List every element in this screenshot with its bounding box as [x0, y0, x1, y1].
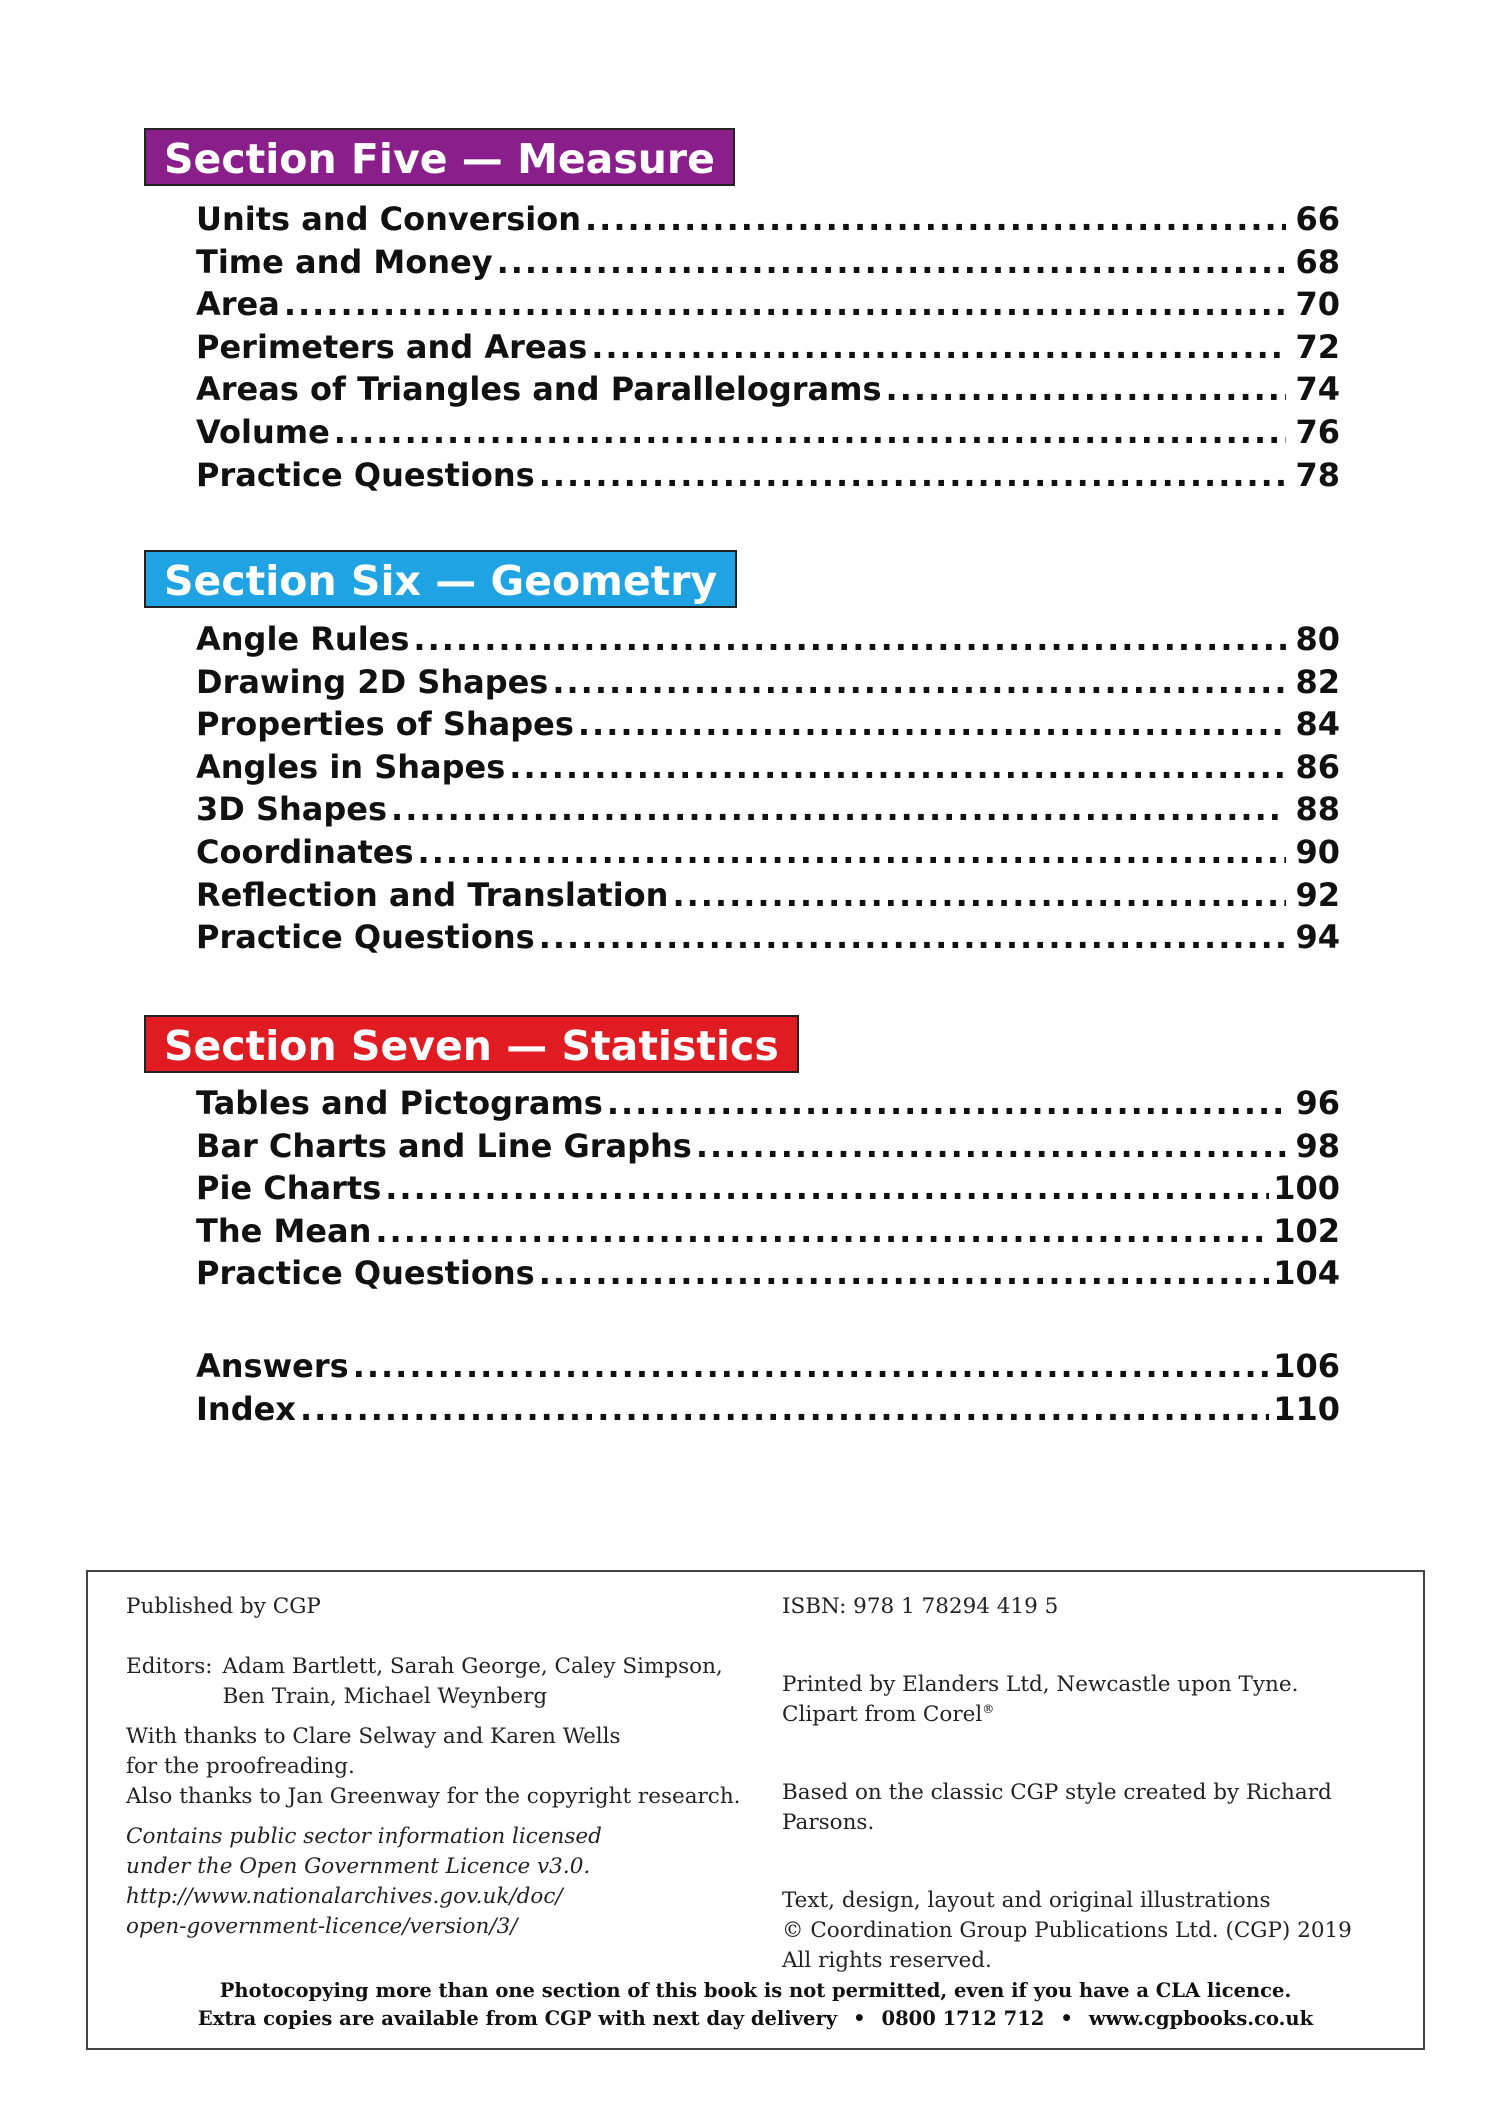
acknowledgements [126, 1722, 746, 1812]
toc-entry-label: Practice Questions [196, 455, 535, 494]
toc-entry-page: 100 [1273, 1169, 1340, 1208]
editors-line: Adam Bartlett, Sarah George, Caley Simpson, [222, 1654, 723, 1679]
toc-entry[interactable] [196, 411, 1340, 454]
dot-leader [375, 1210, 1269, 1253]
thanks-line: for the proofreading. [126, 1754, 355, 1779]
toc-entry-label: Perimeters and Areas [196, 327, 588, 366]
toc-list-end-matter [196, 1345, 1340, 1430]
dot-leader [585, 198, 1286, 241]
licence-line: Contains public sector information licensed [126, 1824, 602, 1849]
copyright-line: © Coordination Group Publications Ltd. (CGP) 2019 [782, 1918, 1352, 1943]
editors-label: Editors: [126, 1654, 213, 1679]
toc-entry-page: 110 [1273, 1389, 1340, 1428]
dot-leader [539, 916, 1286, 959]
toc-entry-label: Angles in Shapes [196, 747, 506, 786]
published-by: Published by CGP [126, 1594, 321, 1619]
toc-entry[interactable] [196, 831, 1340, 874]
toc-entry-page: 98 [1295, 1126, 1340, 1165]
toc-entry[interactable] [196, 1167, 1340, 1210]
website-link[interactable]: www.cgpbooks.co.uk [1088, 2007, 1314, 2030]
toc-entry-label: Properties of Shapes [196, 705, 574, 744]
toc-entry-page: 80 [1295, 620, 1340, 658]
toc-list-measure [196, 198, 1340, 496]
licence-notice [126, 1822, 746, 1942]
copyright-notice [782, 1886, 1412, 1976]
toc-entry[interactable] [196, 454, 1340, 497]
dot-leader [385, 1167, 1269, 1210]
toc-entry-page: 66 [1295, 200, 1340, 238]
dot-leader [418, 831, 1286, 874]
toc-entry-label: Index [196, 1389, 296, 1428]
toc-entry-label: Area [196, 285, 280, 324]
dot-leader [591, 326, 1286, 369]
toc-entry-page: 86 [1295, 747, 1340, 786]
photocopy-notice: Photocopying more than one section of this book is not permitted, even if you have a CLA licence. [219, 1979, 1292, 2002]
toc-entry-label: Drawing 2D Shapes [196, 662, 549, 701]
publication-info-right [782, 1592, 1412, 1976]
toc-entry[interactable] [196, 703, 1340, 746]
toc-entry-label: Coordinates [196, 832, 414, 871]
dot-leader [509, 746, 1286, 789]
toc-entry-page: 84 [1295, 705, 1340, 744]
printed-by: Printed by Elanders Ltd, Newcastle upon Tyne. [782, 1672, 1299, 1697]
section-header-measure: Section Five — Measure [144, 128, 735, 186]
toc-entry[interactable] [196, 788, 1340, 831]
toc-entry-page: 82 [1295, 662, 1340, 701]
toc-entry[interactable] [196, 241, 1340, 284]
toc-entry-page: 104 [1273, 1254, 1340, 1293]
publication-footer [88, 1977, 1423, 2033]
style-credit: Based on the classic CGP style created by Richard Parsons. [782, 1780, 1332, 1835]
toc-entry-label: Pie Charts [196, 1169, 382, 1208]
dot-leader [391, 788, 1286, 831]
section-header-statistics: Section Seven — Statistics [144, 1015, 799, 1073]
toc-entry-page: 106 [1273, 1347, 1340, 1385]
toc-entry-answers[interactable] [196, 1345, 1340, 1388]
toc-list-geometry [196, 618, 1340, 959]
dot-leader [696, 1125, 1286, 1168]
toc-entry-page: 68 [1295, 242, 1340, 281]
toc-entry[interactable] [196, 916, 1340, 959]
toc-entry-label: Practice Questions [196, 918, 535, 957]
toc-entry[interactable] [196, 1125, 1340, 1168]
toc-entry[interactable] [196, 874, 1340, 917]
extra-copies-text: Extra copies are available from CGP with next day delivery [197, 2007, 838, 2030]
toc-entry-label: The Mean [196, 1211, 372, 1250]
toc-entry-page: 74 [1295, 370, 1340, 409]
printer-info [782, 1670, 1412, 1730]
toc-entry-page: 92 [1295, 875, 1340, 914]
toc-entry[interactable] [196, 1252, 1340, 1295]
dot-leader [497, 241, 1286, 284]
toc-entry[interactable] [196, 661, 1340, 704]
toc-entry-label: Time and Money [196, 242, 493, 281]
dot-leader [552, 661, 1286, 704]
dot-leader [886, 368, 1286, 411]
licence-line: under the Open Government Licence v3.0. [126, 1854, 591, 1879]
toc-entry[interactable] [196, 1210, 1340, 1253]
order-info [88, 2005, 1423, 2033]
toc-entry-page: 96 [1295, 1084, 1340, 1122]
section-header-geometry: Section Six — Geometry [144, 550, 737, 608]
copyright-line: All rights reserved. [782, 1948, 992, 1973]
clipart-text: Clipart from Corel [782, 1702, 983, 1727]
dot-leader [300, 1388, 1269, 1431]
toc-entry[interactable] [196, 283, 1340, 326]
toc-entry-label: 3D Shapes [196, 790, 388, 829]
toc-entry-label: Units and Conversion [196, 200, 582, 238]
editors-line: Ben Train, Michael Weynberg [222, 1684, 548, 1709]
toc-entry[interactable] [196, 326, 1340, 369]
toc-entry-index[interactable] [196, 1388, 1340, 1431]
bullet-separator: • [1060, 2007, 1073, 2030]
toc-entry-page: 72 [1295, 327, 1340, 366]
toc-entry-page: 70 [1295, 285, 1340, 324]
toc-entry-label: Answers [196, 1347, 349, 1385]
thanks-line: With thanks to Clare Selway and Karen Wells [126, 1724, 621, 1749]
toc-entry-label: Volume [196, 412, 330, 451]
toc-entry-label: Practice Questions [196, 1254, 535, 1293]
toc-entry-page: 94 [1295, 918, 1340, 957]
toc-entry-page: 78 [1295, 455, 1340, 494]
publication-info-box [86, 1570, 1425, 2050]
dot-leader [413, 618, 1286, 661]
dot-leader [539, 454, 1286, 497]
dot-leader [284, 283, 1286, 326]
toc-entry-page: 76 [1295, 412, 1340, 451]
dot-leader [539, 1252, 1270, 1295]
publication-info-left [126, 1592, 746, 1942]
toc-entry[interactable] [196, 368, 1340, 411]
editors-names [222, 1652, 722, 1712]
phone-number[interactable]: 0800 1712 712 [881, 2007, 1045, 2030]
toc-entry-label: Reflection and Translation [196, 875, 669, 914]
toc-entry-label: Angle Rules [196, 620, 410, 658]
toc-entry-page: 88 [1295, 790, 1340, 829]
copyright-line: Text, design, layout and original illustrations [782, 1888, 1271, 1913]
dot-leader [578, 703, 1286, 746]
toc-entry[interactable] [196, 1082, 1340, 1125]
toc-list-statistics [196, 1082, 1340, 1295]
toc-entry[interactable] [196, 618, 1340, 661]
toc-entry-label: Areas of Triangles and Parallelograms [196, 370, 882, 409]
toc-entry[interactable] [196, 746, 1340, 789]
dot-leader [672, 874, 1286, 917]
toc-entry[interactable] [196, 198, 1340, 241]
dot-leader [334, 411, 1286, 454]
dot-leader [607, 1082, 1286, 1125]
isbn: ISBN: 978 1 78294 419 5 [782, 1594, 1059, 1619]
registered-mark: ® [982, 1701, 995, 1716]
toc-entry-page: 102 [1273, 1211, 1340, 1250]
toc-entry-label: Bar Charts and Line Graphs [196, 1126, 692, 1165]
licence-url[interactable]: http://www.nationalarchives.gov.uk/doc/ [126, 1884, 563, 1909]
dot-leader [353, 1345, 1270, 1388]
toc-entry-page: 90 [1295, 832, 1340, 871]
editors [126, 1652, 746, 1712]
thanks-line: Also thanks to Jan Greenway for the copyright research. [126, 1784, 741, 1809]
toc-entry-label: Tables and Pictograms [196, 1084, 603, 1122]
bullet-separator: • [853, 2007, 866, 2030]
licence-url[interactable]: open-government-licence/version/3/ [126, 1914, 518, 1939]
clipart-credit [782, 1700, 1412, 1730]
